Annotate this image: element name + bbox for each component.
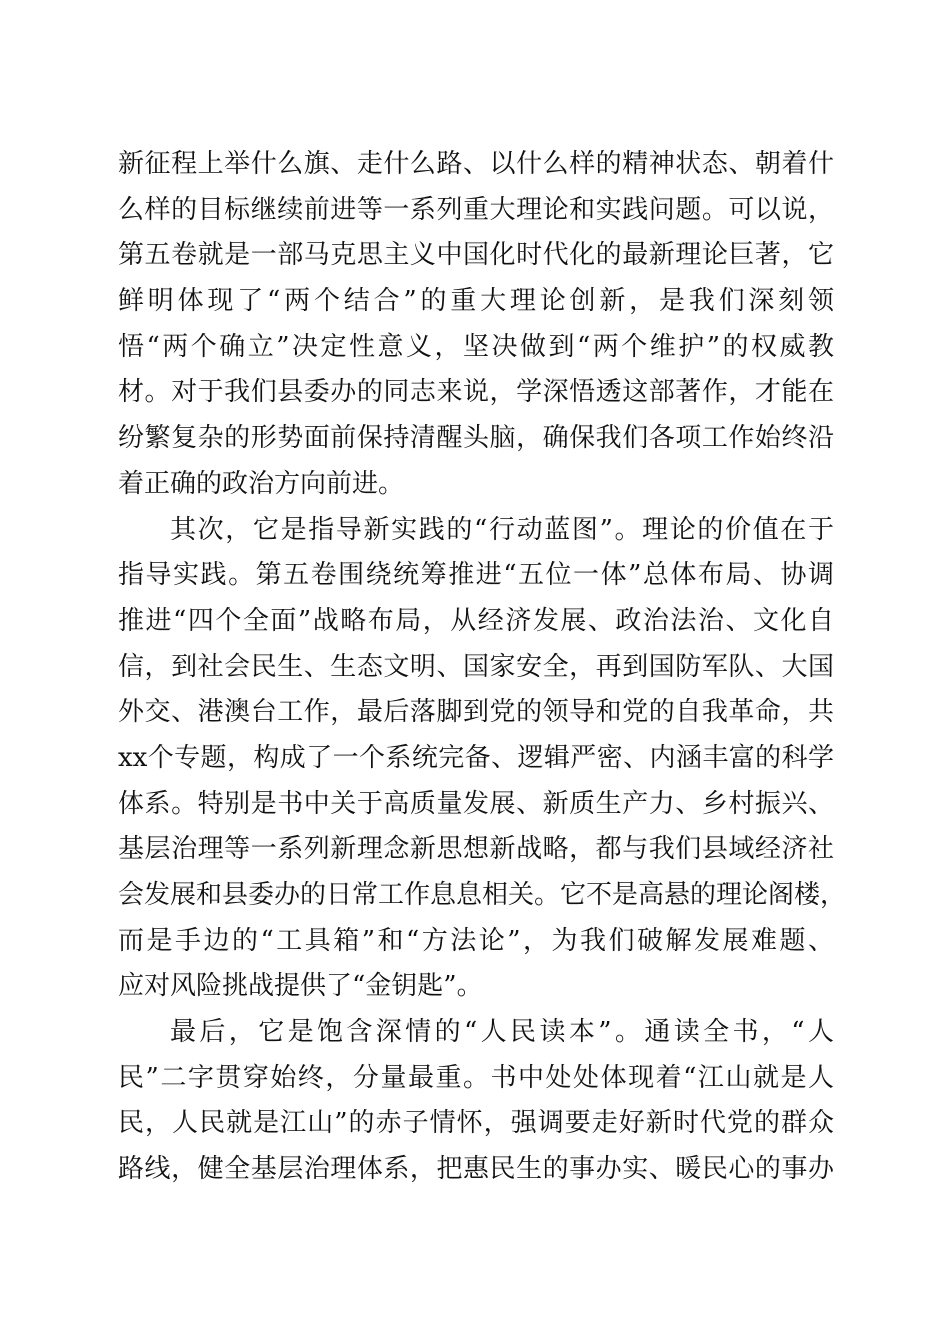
text-line: 其次，它是指导新实践的“行动蓝图”。理论的价值在于 (170, 514, 834, 545)
text-line: 信，到社会民生、生态文明、国家安全，再到国防军队、大国 (118, 651, 834, 682)
text-line: 第五卷就是一部马克思主义中国化时代化的最新理论巨著，它 (118, 240, 834, 271)
text-line: 体系。特别是书中关于高质量发展、新质生产力、乡村振兴、 (118, 788, 834, 819)
text-line: 材。对于我们县委办的同志来说，学深悟透这部著作，才能在 (118, 377, 834, 408)
text-line: 着正确的政治方向前进。 (118, 468, 405, 499)
text-line: 推进“四个全面”战略布局，从经济发展、政治法治、文化自 (118, 605, 834, 636)
text-line: 新征程上举什么旗、走什么路、以什么样的精神状态、朝着什 (118, 149, 834, 179)
paragraph-1 (118, 142, 834, 508)
paragraph-3 (118, 1010, 834, 1193)
text-line: 么样的目标继续前进等一系列重大理论和实践问题。可以说， (118, 194, 834, 225)
text-line: 路线，健全基层治理体系，把惠民生的事办实、暖民心的事办 (118, 1154, 834, 1185)
text-line: 会发展和县委办的日常工作息息相关。它不是高悬的理论阁楼， (118, 880, 847, 910)
text-line: 指导实践。第五卷围绕统筹推进“五位一体”总体布局、协调 (118, 560, 834, 591)
text-line: 外交、港澳台工作，最后落脚到党的领导和党的自我革命，共 (118, 697, 834, 728)
text-line: xx个专题，构成了一个系统完备、逻辑严密、内涵丰富的科学 (118, 742, 834, 773)
text-line: 民”二字贯穿始终，分量最重。书中处处体现着“江山就是人 (118, 1062, 834, 1093)
text-line: 纷繁复杂的形势面前保持清醒头脑，确保我们各项工作始终沿 (118, 423, 834, 454)
text-line: 应对风险挑战提供了“金钥匙”。 (118, 971, 483, 1002)
document-body (118, 142, 847, 1193)
text-line: 悟“两个确立”决定性意义，坚决做到“两个维护”的权威教 (118, 331, 834, 362)
text-line: 最后，它是饱含深情的“人民读本”。通读全书，“人 (170, 1017, 834, 1048)
text-line: 而是手边的“工具箱”和“方法论”，为我们破解发展难题、 (118, 925, 834, 956)
text-line: 鲜明体现了“两个结合”的重大理论创新，是我们深刻领 (118, 286, 834, 317)
text-line: 民，人民就是江山”的赤子情怀，强调要走好新时代党的群众 (118, 1108, 834, 1139)
text-line: 基层治理等一系列新理念新思想新战略，都与我们县域经济社 (118, 834, 834, 865)
paragraph-2 (118, 508, 847, 1011)
